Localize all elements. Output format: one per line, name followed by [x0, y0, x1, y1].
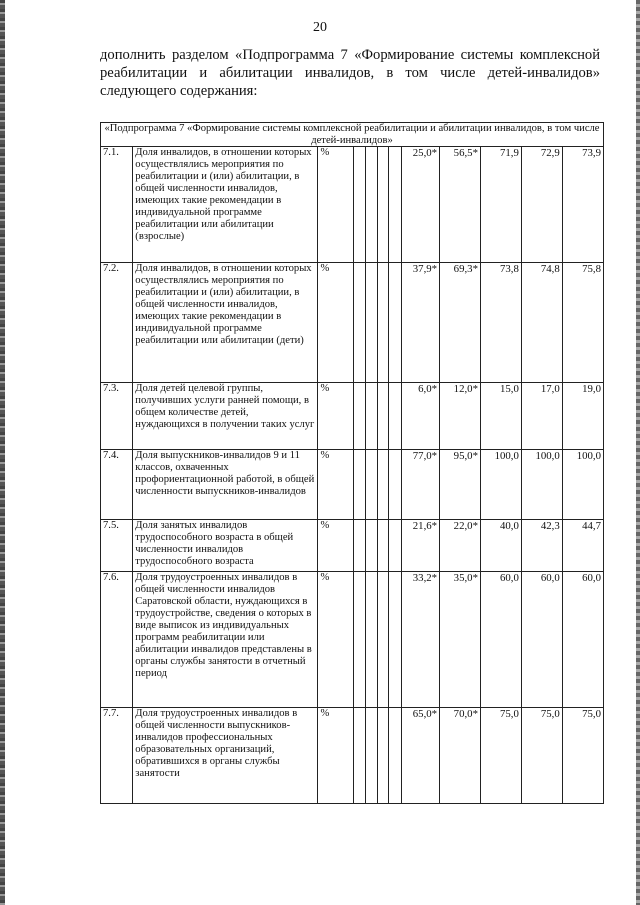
row-number: 7.2.: [101, 263, 133, 383]
value-cell: 17,0: [521, 383, 562, 450]
value-cell: 74,8: [521, 263, 562, 383]
empty-cell: [354, 450, 366, 520]
empty-cell: [354, 383, 366, 450]
intro-line: реабилитации и абилитации инвалидов, в том числе детей-инвалидов»: [100, 65, 600, 81]
value-cell: 60,0: [480, 572, 521, 708]
empty-cell: [377, 572, 389, 708]
empty-cell: [377, 450, 389, 520]
empty-cell: [354, 520, 366, 572]
empty-cell: [365, 708, 377, 804]
indicator-name: Доля инвалидов, в отношении которых осуществлялись мероприятия по реабилитации и (или) абилитации, в общей численности инвалидов, имеющих такие рекомендации в индивидуальной программе реабилитации или абилитации (дети): [133, 263, 318, 383]
empty-cell: [365, 572, 377, 708]
value-cell: 35,0*: [440, 572, 481, 708]
empty-cell: [389, 450, 402, 520]
value-cell: 77,0*: [402, 450, 440, 520]
value-cell: 70,0*: [440, 708, 481, 804]
indicator-name: Доля выпускников-инвалидов 9 и 11 классов, охваченных профориентационной работой, в общей численности выпускников-инвалидов: [133, 450, 318, 520]
value-cell: 71,9: [480, 147, 521, 263]
intro-line: дополнить разделом «Подпрограмма 7 «Формирование системы комплексной: [100, 47, 600, 63]
unit-cell: %: [318, 572, 354, 708]
value-cell: 65,0*: [402, 708, 440, 804]
empty-cell: [354, 708, 366, 804]
table-row: [101, 450, 604, 520]
indicator-name: Доля инвалидов, в отношении которых осуществлялись мероприятия по реабилитации и (или) абилитации, в общей численности инвалидов, имеющих такие рекомендации в индивидуальной программе реабилитации или абилитации (взрослые): [133, 147, 318, 263]
row-number: 7.3.: [101, 383, 133, 450]
scan-edge-left: [0, 0, 5, 905]
unit-cell: %: [318, 147, 354, 263]
value-cell: 22,0*: [440, 520, 481, 572]
value-cell: 21,6*: [402, 520, 440, 572]
empty-cell: [389, 383, 402, 450]
page-number: 20: [313, 20, 327, 35]
table-row: [101, 520, 604, 572]
value-cell: 25,0*: [402, 147, 440, 263]
table-row: [101, 147, 604, 263]
empty-cell: [389, 263, 402, 383]
value-cell: 100,0: [480, 450, 521, 520]
value-cell: 100,0: [562, 450, 603, 520]
empty-cell: [389, 147, 402, 263]
value-cell: 56,5*: [440, 147, 481, 263]
scan-edge-right: [636, 0, 640, 905]
table-row: [101, 263, 604, 383]
value-cell: 37,9*: [402, 263, 440, 383]
row-number: 7.6.: [101, 572, 133, 708]
unit-cell: %: [318, 450, 354, 520]
value-cell: 95,0*: [440, 450, 481, 520]
indicator-name: Доля занятых инвалидов трудоспособного возраста в общей численности инвалидов трудоспособного возраста: [133, 520, 318, 572]
empty-cell: [365, 263, 377, 383]
empty-cell: [354, 263, 366, 383]
row-number: 7.1.: [101, 147, 133, 263]
indicators-table: [100, 122, 604, 804]
empty-cell: [365, 147, 377, 263]
empty-cell: [389, 572, 402, 708]
value-cell: 73,8: [480, 263, 521, 383]
unit-cell: %: [318, 708, 354, 804]
row-number: 7.7.: [101, 708, 133, 804]
empty-cell: [365, 450, 377, 520]
intro-paragraph: [100, 46, 600, 100]
value-cell: 19,0: [562, 383, 603, 450]
row-number: 7.5.: [101, 520, 133, 572]
empty-cell: [377, 708, 389, 804]
value-cell: 44,7: [562, 520, 603, 572]
empty-cell: [377, 147, 389, 263]
value-cell: 33,2*: [402, 572, 440, 708]
empty-cell: [354, 147, 366, 263]
value-cell: 75,0: [480, 708, 521, 804]
empty-cell: [365, 520, 377, 572]
table-row: [101, 572, 604, 708]
intro-line: следующего содержания:: [100, 83, 258, 99]
table-row: [101, 383, 604, 450]
value-cell: 60,0: [521, 572, 562, 708]
indicator-name: Доля трудоустроенных инвалидов в общей численности выпускников-инвалидов профессиональных образовательных организаций, обратившихся в органы службы занятости: [133, 708, 318, 804]
empty-cell: [377, 263, 389, 383]
table-caption-row: [101, 123, 604, 147]
value-cell: 75,0: [521, 708, 562, 804]
empty-cell: [389, 520, 402, 572]
empty-cell: [365, 383, 377, 450]
value-cell: 75,8: [562, 263, 603, 383]
table-caption: «Подпрограмма 7 «Формирование системы комплексной реабилитации и абилитации инвалидов, в том числе детей-инвалидов»: [101, 123, 604, 147]
value-cell: 40,0: [480, 520, 521, 572]
value-cell: 42,3: [521, 520, 562, 572]
empty-cell: [389, 708, 402, 804]
empty-cell: [354, 572, 366, 708]
value-cell: 69,3*: [440, 263, 481, 383]
indicator-name: Доля детей целевой группы, получивших услуги ранней помощи, в общем количестве детей, нуждающихся в получении таких услуг: [133, 383, 318, 450]
indicator-name: Доля трудоустроенных инвалидов в общей численности инвалидов Саратовской области, нуждающихся в трудоустройстве, сведения о которых в виде выписок из индивидуальных программ реабилитации или абилитации инвалидов представлены в органы службы занятости в отчетный период: [133, 572, 318, 708]
empty-cell: [377, 383, 389, 450]
value-cell: 73,9: [562, 147, 603, 263]
table-row: [101, 708, 604, 804]
unit-cell: %: [318, 383, 354, 450]
value-cell: 75,0: [562, 708, 603, 804]
value-cell: 6,0*: [402, 383, 440, 450]
row-number: 7.4.: [101, 450, 133, 520]
value-cell: 100,0: [521, 450, 562, 520]
value-cell: 72,9: [521, 147, 562, 263]
unit-cell: %: [318, 263, 354, 383]
value-cell: 60,0: [562, 572, 603, 708]
unit-cell: %: [318, 520, 354, 572]
value-cell: 15,0: [480, 383, 521, 450]
empty-cell: [377, 520, 389, 572]
value-cell: 12,0*: [440, 383, 481, 450]
